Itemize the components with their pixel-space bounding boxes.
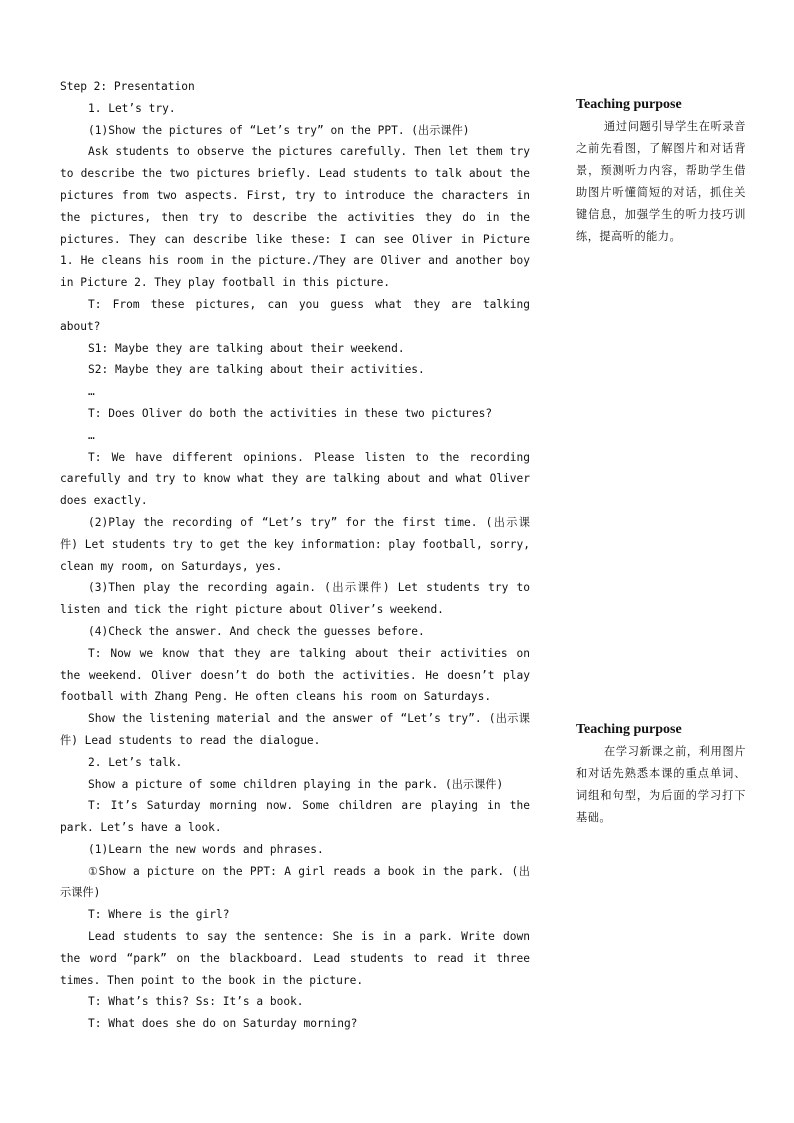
paragraph: (3)Then play the recording again. (出示课件) Let students try to listen and tick the right picture about Oliver’s weekend. (60, 581, 530, 617)
note-body: 在学习新课之前，利用图片和对话先熟悉本课的重点单词、词组和句型，为后面的学习打下基础。 (576, 745, 746, 824)
paragraph: T: It’s Saturday morning now. Some children are playing in the park. Let’s have a look. (60, 799, 530, 835)
paragraph: T: From these pictures, can you guess what they are talking about? (60, 297, 530, 333)
paragraph: (1)Show the pictures of “Let’s try” on the PPT. (出示课件) (88, 123, 470, 137)
paragraph: Lead students to say the sentence: She is in a park. Write down the word “park” on the blackboard. Lead students to read it three times. Then point to the book in the picture. (60, 930, 530, 987)
lesson-body (60, 76, 530, 1035)
paragraph: Show a picture of some children playing in the park. (出示课件) (88, 777, 504, 791)
paragraph: (4)Check the answer. And check the guesses before. (88, 624, 425, 638)
note-body: 通过问题引导学生在听录音之前先看图，了解图片和对话背景，预测听力内容，帮助学生借助图片听懂简短的对话，抓住关键信息，加强学生的听力技巧训练，提高听的能力。 (576, 120, 746, 243)
note-title: Teaching purpose (576, 722, 682, 737)
paragraph: Ask students to observe the pictures carefully. Then let them try to describe the two pictures briefly. Lead students to talk about the pictures from two aspects. First, try to introduce the characters in the pictures, then try to describe the activities they do in the pictures. They can describe like these: I can see Oliver in Picture 1. He cleans his room in the picture./They are Oliver and another boy in Picture 2. They play football in this picture. (60, 145, 530, 290)
paragraph: 1. Let’s try. (88, 101, 176, 115)
paragraph: T: Where is the girl? (88, 908, 230, 922)
paragraph: S2: Maybe they are talking about their activities. (88, 363, 425, 377)
paragraph: T: Now we know that they are talking about their activities on the weekend. Oliver doesn’t do both the activities. He doesn’t play football with Zhang Peng. He often cleans his room on Saturdays. (60, 646, 530, 704)
paragraph: S1: Maybe they are talking about their weekend. (88, 341, 405, 355)
teaching-purpose-note (576, 94, 746, 248)
paragraph: 2. Let’s talk. (88, 755, 183, 769)
paragraph: (2)Play the recording of “Let’s try” for the first time. (出示课件) Let students try to get the key information: play football, sorry, clean my room, on Saturdays, yes. (60, 515, 530, 573)
paragraph: (1)Learn the new words and phrases. (88, 842, 324, 856)
paragraph: T: What does she do on Saturday morning? (88, 1017, 358, 1031)
paragraph: T: What’s this? Ss: It’s a book. (88, 995, 304, 1009)
paragraph: … (88, 385, 95, 399)
paragraph: … (88, 428, 95, 442)
note-title: Teaching purpose (576, 97, 682, 112)
paragraph: ①Show a picture on the PPT: A girl reads a book in the park. (出示课件) (60, 864, 530, 900)
section-heading: Step 2: Presentation (60, 80, 195, 93)
paragraph: Show the listening material and the answer of “Let’s try”. (出示课件) Lead students to read the dialogue. (60, 712, 530, 747)
paragraph: T: Does Oliver do both the activities in these two pictures? (88, 406, 493, 420)
paragraph: T: We have different opinions. Please listen to the recording carefully and try to know what they are talking about and what Oliver does exactly. (60, 450, 530, 508)
teaching-purpose-note (576, 719, 746, 829)
